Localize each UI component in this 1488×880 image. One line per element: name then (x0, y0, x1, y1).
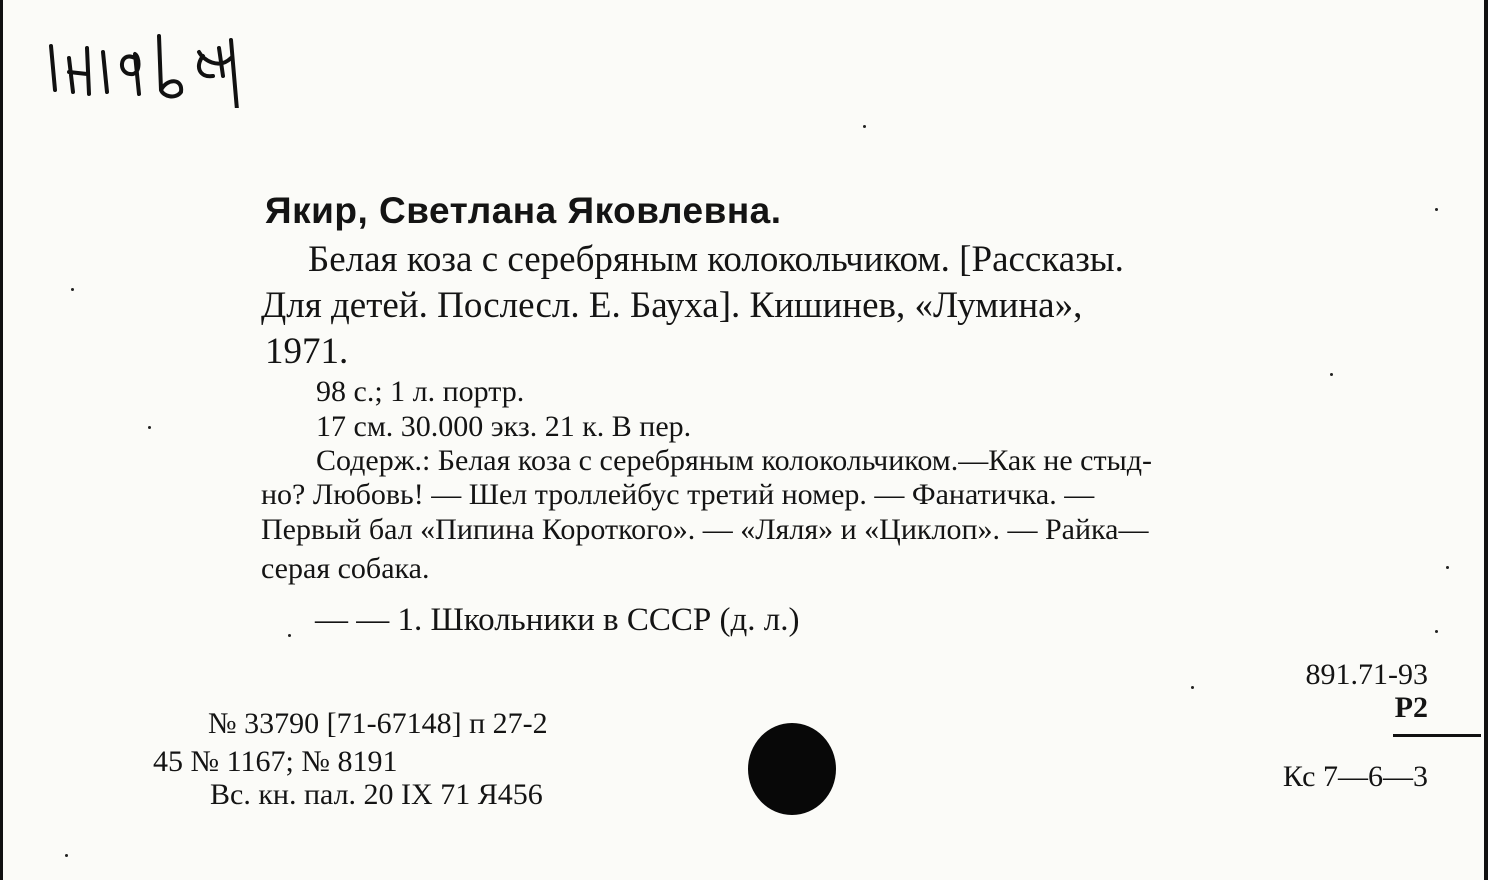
speck (863, 125, 866, 128)
speck (1330, 373, 1333, 376)
speck (71, 288, 74, 291)
punch-hole (748, 723, 836, 815)
author-mark: Р2 (1394, 691, 1428, 724)
handwritten-accession-number (43, 18, 253, 108)
contents-line-1: Содерж.: Белая коза с серебряным колокольчиком.—Как не стыд- (316, 444, 1152, 477)
contents-line-3: Первый бал «Пипина Короткого». — «Ляля» и «Циклоп». — Райка— (261, 513, 1149, 546)
footer-line-2: 45 № 1167; № 8191 (153, 745, 398, 778)
classification-code: 891.71-93 (1305, 658, 1428, 691)
speck (1446, 566, 1449, 569)
subject-heading: — — 1. Школьники в СССР (д. л.) (315, 602, 800, 638)
title-line-1: Белая коза с серебряным колокольчиком. [Рассказы. (308, 239, 1124, 280)
kc-code: Кс 7—6—3 (1282, 760, 1428, 793)
speck (148, 426, 151, 429)
speck (1435, 630, 1438, 633)
author-heading: Якир, Светлана Яковлевна. (265, 190, 782, 231)
speck (1435, 208, 1438, 211)
contents-line-4: серая собака. (261, 552, 430, 585)
speck (288, 634, 291, 637)
footer-line-1: № 33790 [71-67148] п 27-2 (208, 707, 548, 740)
divider-rule (1393, 734, 1481, 737)
contents-line-2: но? Любовь! — Шел троллейбус третий номер. — Фанатичка. — (261, 478, 1095, 511)
physical-description-line-2: 17 см. 30.000 экз. 21 к. В пер. (316, 410, 692, 443)
title-line-3: 1971. (265, 331, 349, 372)
speck (1191, 686, 1194, 689)
title-line-2: Для детей. Послесл. Е. Бауха]. Кишинев, «Лумина», (261, 285, 1083, 326)
physical-description-line-1: 98 с.; 1 л. портр. (316, 375, 525, 408)
footer-line-3: Вс. кн. пал. 20 IX 71 Я456 (210, 778, 543, 811)
speck (65, 854, 68, 857)
